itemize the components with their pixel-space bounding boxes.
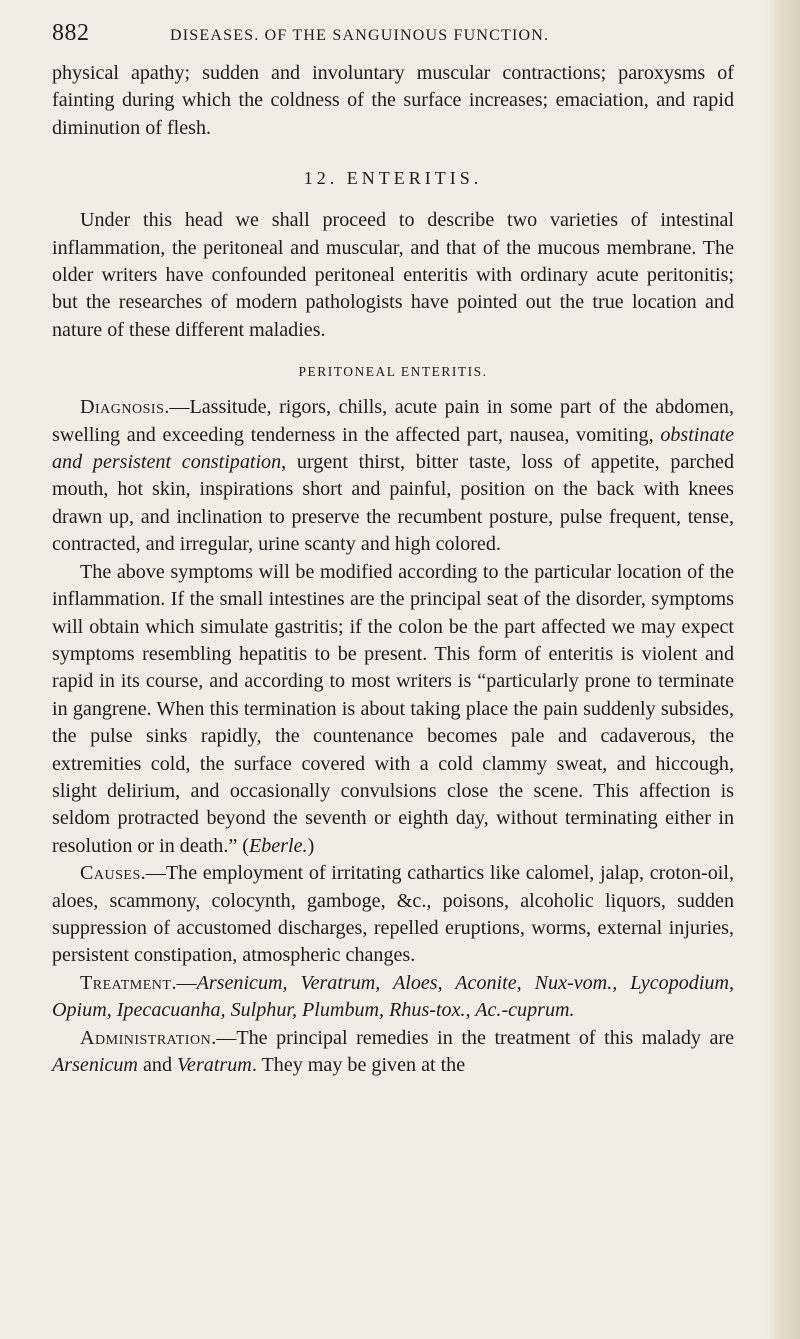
causes-text: The employment of irritating cathartics like calomel, jalap, croton-oil, aloes, scammony, colocynth, gamboge, &c., poisons, alcoholic liquors, sudden suppression of accustomed discharges, repelled eruptions, worms, external injuries, persistent constipation, atmospheric changes. [52, 862, 734, 967]
modification-paragraph [52, 559, 734, 860]
administration-paragraph: Administration.—The principal remedies in the treatment of this malady are Arsenicum and Veratrum. They may be given at the [52, 1026, 734, 1076]
subsection-heading: PERITONEAL ENTERITIS. [298, 364, 488, 380]
section-intro-paragraph: Under this head we shall proceed to describe two varieties of intestinal inflammation, the peritoneal and muscular, and that of the mucous membrane. The older writers have confounded peritoneal enteritis with ordinary acute peritonitis; but the researches of modern pathologists have pointed out the true location and nature of these different maladies. [52, 209, 734, 341]
administration-text-middle: and [137, 1054, 178, 1076]
treatment-paragraph: Treatment.—Arsenicum, Veratrum, Aloes, Aconite, Nux-vom., Lycopodium, Opium, Ipecacuanha, Sulphur, Plumbum, Rhus-tox., Ac.-cuprum. [52, 971, 734, 1022]
modification-text: The above symptoms will be modified according to the particular location of the inflammation. If the small intestines are the principal seat of the disorder, symptoms will obtain which simulate gastritis; if the colon be the part affected we may expect symptoms resembling hepatitis to be present. This form of enteritis is violent and rapid in its course, and according to most writers is “particularly prone to terminate in gangrene. When this termination is about taking place the pain suddenly subsides, the pulse sinks rapidly, the countenance becomes pale and cadaverous, the extremities cold, the surface covered with a cold clammy sweat, and hiccough, slight delirium, and occasionally convulsions close the scene. This affection is seldom protracted beyond the seventh or eighth day, without terminating either in resolution or in death.” ( [52, 560, 734, 857]
page-number: 882 [52, 20, 90, 46]
administration-remedy-arsenicum: Arsenicum [52, 1054, 138, 1076]
administration-remedy-veratrum: Veratrum [177, 1054, 252, 1076]
diagnosis-label: Diagnosis [80, 396, 165, 419]
citation: Eberle. [248, 834, 308, 857]
citation-close: ) [307, 834, 315, 857]
page-edge-shadow [766, 0, 800, 1339]
diagnosis-paragraph: Diagnosis.—Lassitude, rigors, chills, acute pain in some part of the abdomen, swelling and exceeding tenderness in the affected part, nausea, vomiting, obstinate and persistent constipation, urgent thirst, bitter taste, loss of appetite, parched mouth, hot skin, inspirations short and painful, position on the back with knees drawn up, and inclination to preserve the recumbent posture, pulse frequent, tense, contracted, and irregular, urine scanty and high colored. [52, 396, 734, 556]
administration-label: Administration [80, 1026, 212, 1049]
section-heading: 12. ENTERITIS. [303, 168, 483, 189]
diagnosis-emphasis: obstinate and persistent constipation [52, 423, 734, 474]
causes-label: Causes [80, 862, 141, 885]
causes-paragraph: Causes.—The employment of irritating cathartics like calomel, jalap, croton-oil, aloes, scammony, colocynth, gamboge, &c., poisons, alcoholic liquors, sudden suppression of accustomed discharges, repelled eruptions, worms, external injuries, persistent constipation, atmospheric changes. [52, 862, 734, 967]
diagnosis-text-end: , urgent thirst, bitter taste, loss of appetite, parched mouth, hot skin, inspirations short and painful, position on the back with knees drawn up, and inclination to preserve the recumbent posture, pulse frequent, tense, contracted, and irregular, urine scanty and high colored. [52, 451, 734, 556]
administration-text-start: The principal remedies in the treatment of this malady are [236, 1026, 734, 1049]
running-head-title: DISEASES. OF THE SANGUINOUS FUNCTION. [170, 27, 550, 44]
administration-text-end: . They may be given at the [251, 1054, 466, 1076]
treatment-label: Treatment [80, 971, 172, 994]
treatment-remedies: Arsenicum, Veratrum, Aloes, Aconite, Nux-vom., Lycopodium, Opium, Ipecacuanha, Sulphur, Plumbum, Rhus-tox., Ac.-cuprum. [52, 971, 734, 1022]
running-head [52, 20, 734, 50]
intro-paragraph: physical apathy; sudden and involuntary muscular contractions; paroxysms of fainting during which the coldness of the surface increases; emaciation, and rapid diminution of flesh. [52, 62, 734, 139]
diagnosis-text-start: Lassitude, rigors, chills, acute pain in some part of the abdomen, swelling and exceeding tenderness in the affected part, nausea, vomiting, [52, 396, 734, 446]
